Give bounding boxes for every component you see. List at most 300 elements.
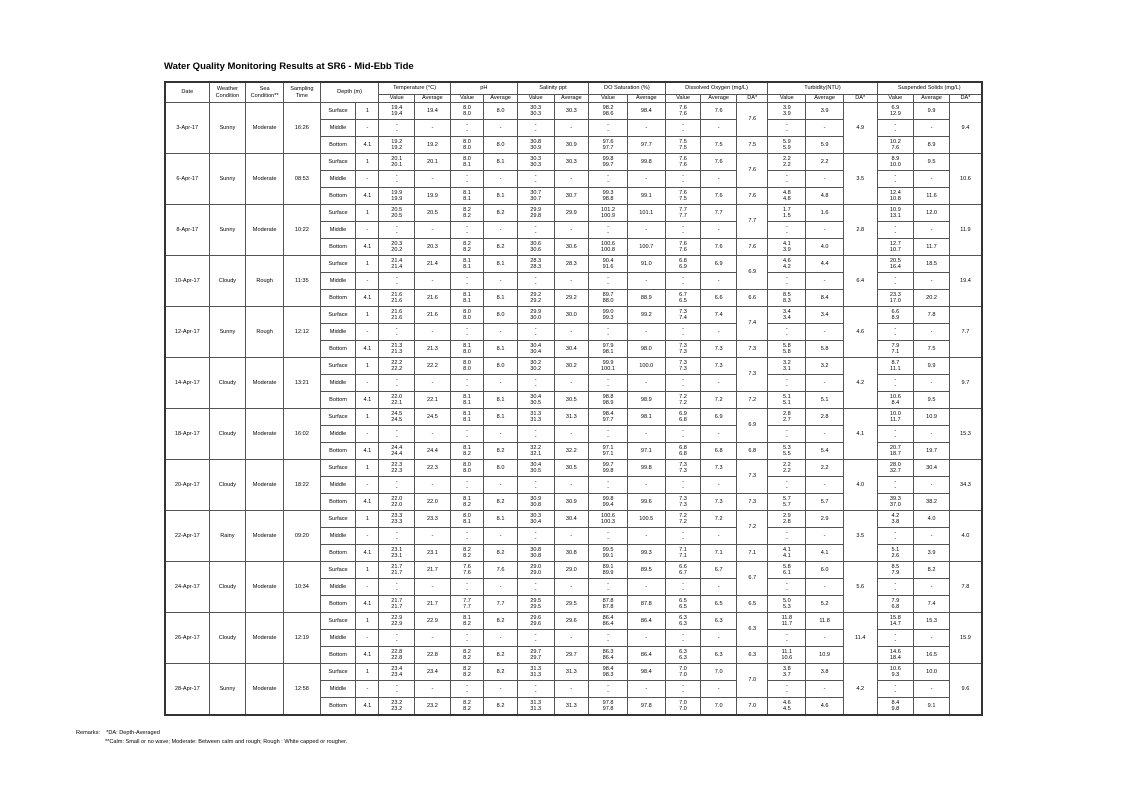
value-cell bbox=[589, 256, 628, 273]
value-reading: 7.6 bbox=[679, 247, 687, 253]
average-cell: 4.1 bbox=[806, 545, 844, 562]
value-reading: 3.1 bbox=[782, 366, 791, 372]
value-reading: 4.1 bbox=[782, 546, 791, 553]
value-cell bbox=[589, 239, 628, 256]
value-reading: 99.4 bbox=[602, 502, 614, 508]
value-cell bbox=[589, 477, 628, 494]
average-cell: 8.0 bbox=[484, 137, 518, 154]
average-cell: - bbox=[914, 426, 950, 443]
value-cell bbox=[450, 545, 484, 562]
value-cell bbox=[589, 341, 628, 358]
value-cell bbox=[589, 494, 628, 511]
value-reading: 7.6 bbox=[679, 189, 687, 196]
value-reading: 19.9 bbox=[391, 196, 403, 202]
value-cell bbox=[877, 460, 914, 477]
average-cell: 4.8 bbox=[806, 188, 844, 205]
turbidity-da-cell: 11.4 bbox=[843, 613, 877, 664]
value-cell bbox=[517, 511, 554, 528]
average-cell: 8.0 bbox=[484, 307, 518, 324]
value-cell bbox=[877, 222, 914, 239]
level-name-cell: Bottom bbox=[320, 494, 356, 511]
average-cell: 18.5 bbox=[914, 256, 950, 273]
value-reading: 30.4 bbox=[530, 349, 542, 355]
value-cell bbox=[877, 188, 914, 205]
value-cell bbox=[665, 613, 701, 630]
header-date: Date bbox=[165, 82, 209, 103]
average-cell: - bbox=[415, 324, 451, 341]
average-cell: - bbox=[484, 375, 518, 392]
value-reading: - bbox=[785, 128, 788, 134]
value-cell bbox=[450, 222, 484, 239]
value-reading: 30.6 bbox=[530, 240, 542, 247]
average-cell: - bbox=[806, 426, 844, 443]
value-cell bbox=[379, 477, 415, 494]
value-reading: - bbox=[466, 179, 468, 185]
date-cell: 22-Apr-17 bbox=[165, 511, 209, 562]
value-reading: 29.2 bbox=[530, 291, 542, 298]
date-cell: 8-Apr-17 bbox=[165, 205, 209, 256]
average-cell: 8.0 bbox=[484, 103, 518, 120]
average-cell: 8.2 bbox=[484, 647, 518, 664]
value-reading: 30.9 bbox=[530, 145, 542, 151]
value-reading: 23.1 bbox=[391, 546, 403, 553]
value-reading: 6.8 bbox=[679, 417, 687, 423]
value-cell bbox=[589, 460, 628, 477]
value-reading: 6.9 bbox=[891, 104, 900, 111]
table-row bbox=[165, 103, 982, 120]
value-cell bbox=[450, 511, 484, 528]
value-cell bbox=[450, 647, 484, 664]
average-cell: 32.2 bbox=[554, 443, 589, 460]
value-reading: - bbox=[785, 587, 788, 593]
table-row bbox=[165, 205, 982, 222]
value-cell bbox=[665, 154, 701, 171]
subheader-value: Value bbox=[450, 95, 484, 103]
value-reading: 5.1 bbox=[782, 393, 791, 400]
average-cell: - bbox=[484, 426, 518, 443]
value-reading: 8.1 bbox=[463, 519, 471, 525]
value-reading: 5.9 bbox=[782, 145, 791, 151]
value-reading: 5.8 bbox=[782, 342, 791, 349]
value-reading: - bbox=[395, 682, 398, 689]
value-reading: - bbox=[682, 587, 684, 593]
value-reading: 99.9 bbox=[602, 359, 614, 366]
value-reading: 22.2 bbox=[391, 366, 403, 372]
average-cell: 20.2 bbox=[914, 290, 950, 307]
level-name-cell: Surface bbox=[320, 460, 356, 477]
value-reading: - bbox=[894, 383, 897, 389]
average-cell: 22.3 bbox=[415, 460, 451, 477]
average-cell: - bbox=[554, 579, 589, 596]
value-cell bbox=[517, 426, 554, 443]
value-cell bbox=[877, 426, 914, 443]
value-reading: 7.9 bbox=[891, 570, 900, 576]
value-reading: 7.2 bbox=[679, 512, 687, 519]
value-reading: 11.7 bbox=[890, 417, 901, 423]
weather-cell: Cloudy bbox=[209, 358, 246, 409]
value-cell bbox=[665, 528, 701, 545]
value-reading: - bbox=[607, 325, 609, 332]
value-reading: 29.6 bbox=[530, 614, 542, 621]
average-cell: 99.8 bbox=[627, 460, 665, 477]
average-cell: - bbox=[484, 579, 518, 596]
value-cell bbox=[379, 426, 415, 443]
value-cell bbox=[379, 392, 415, 409]
average-cell: 97.7 bbox=[627, 137, 665, 154]
average-cell: 5.4 bbox=[806, 443, 844, 460]
value-cell bbox=[450, 528, 484, 545]
value-reading: - bbox=[466, 332, 468, 338]
do-da-cell: 7.0 bbox=[737, 664, 768, 698]
value-cell bbox=[450, 392, 484, 409]
value-reading: 30.6 bbox=[530, 247, 542, 253]
weather-cell: Sunny bbox=[209, 664, 246, 716]
value-reading: - bbox=[607, 485, 609, 491]
sea-condition-cell: Moderate bbox=[246, 664, 284, 716]
average-cell: - bbox=[806, 579, 844, 596]
value-cell bbox=[589, 205, 628, 222]
value-reading: 11.1 bbox=[890, 366, 901, 372]
value-cell bbox=[665, 324, 701, 341]
value-reading: - bbox=[785, 638, 788, 644]
value-reading: - bbox=[395, 376, 398, 383]
value-cell bbox=[517, 171, 554, 188]
value-cell bbox=[517, 477, 554, 494]
weather-cell: Sunny bbox=[209, 205, 246, 256]
date-cell: 26-Apr-17 bbox=[165, 613, 209, 664]
do-da-cell: 7.6 bbox=[737, 103, 768, 137]
value-reading: - bbox=[395, 332, 398, 338]
value-cell bbox=[665, 137, 701, 154]
ss-da-cell: 9.7 bbox=[949, 358, 982, 409]
sampling-time-cell: 18:22 bbox=[284, 460, 321, 511]
value-cell bbox=[450, 324, 484, 341]
value-reading: - bbox=[534, 179, 537, 185]
value-cell bbox=[768, 154, 806, 171]
value-cell bbox=[379, 239, 415, 256]
value-cell bbox=[589, 528, 628, 545]
value-reading: - bbox=[466, 325, 468, 332]
value-reading: 88.0 bbox=[602, 298, 614, 304]
value-reading: 28.0 bbox=[889, 461, 901, 468]
average-cell: 6.3 bbox=[701, 647, 737, 664]
sea-condition-cell: Moderate bbox=[246, 460, 284, 511]
date-cell: 14-Apr-17 bbox=[165, 358, 209, 409]
average-cell: - bbox=[554, 222, 589, 239]
subheader-value: Value bbox=[379, 95, 415, 103]
value-reading: 86.4 bbox=[602, 655, 614, 661]
average-cell: - bbox=[554, 630, 589, 647]
value-reading: 31.3 bbox=[530, 410, 542, 417]
average-cell: 19.7 bbox=[914, 443, 950, 460]
value-reading: 23.2 bbox=[391, 706, 403, 712]
average-cell: - bbox=[806, 120, 844, 137]
depth-cell: 4.1 bbox=[356, 596, 379, 613]
average-cell: - bbox=[415, 426, 451, 443]
date-cell: 3-Apr-17 bbox=[165, 103, 209, 154]
average-cell: - bbox=[554, 477, 589, 494]
average-cell: 9.5 bbox=[914, 154, 950, 171]
average-cell: 23.2 bbox=[415, 698, 451, 716]
value-reading: - bbox=[607, 332, 609, 338]
depth-cell: 1 bbox=[356, 205, 379, 222]
value-cell bbox=[589, 681, 628, 698]
value-reading: - bbox=[395, 529, 398, 536]
value-reading: 32.7 bbox=[889, 468, 901, 474]
value-cell bbox=[768, 630, 806, 647]
value-cell bbox=[517, 290, 554, 307]
turbidity-da-cell: 4.2 bbox=[843, 358, 877, 409]
value-reading: 99.7 bbox=[602, 461, 614, 468]
value-reading: 98.6 bbox=[602, 111, 614, 117]
value-cell bbox=[517, 630, 554, 647]
sea-condition-cell: Moderate bbox=[246, 103, 284, 154]
do-da-cell: 7.3 bbox=[737, 358, 768, 392]
average-cell: 2.8 bbox=[806, 409, 844, 426]
average-cell: 4.4 bbox=[806, 256, 844, 273]
value-reading: 99.5 bbox=[602, 546, 614, 553]
value-reading: 3.9 bbox=[782, 111, 791, 117]
value-reading: 3.9 bbox=[782, 104, 791, 111]
value-reading: - bbox=[894, 179, 897, 185]
value-cell bbox=[450, 290, 484, 307]
value-cell bbox=[450, 630, 484, 647]
level-name-cell: Middle bbox=[320, 528, 356, 545]
value-reading: - bbox=[466, 376, 468, 383]
value-cell bbox=[450, 562, 484, 579]
value-reading: 4.2 bbox=[891, 512, 900, 519]
value-reading: - bbox=[395, 383, 398, 389]
ss-da-cell: 15.9 bbox=[949, 613, 982, 664]
value-reading: - bbox=[395, 281, 398, 287]
sea-condition-cell: Moderate bbox=[246, 511, 284, 562]
value-reading: 98.2 bbox=[602, 104, 614, 111]
average-cell: 21.7 bbox=[415, 562, 451, 579]
value-reading: - bbox=[785, 230, 788, 236]
value-reading: 4.8 bbox=[782, 189, 791, 196]
value-reading: - bbox=[395, 230, 398, 236]
average-cell: 30.8 bbox=[554, 545, 589, 562]
value-reading: 7.5 bbox=[679, 138, 687, 145]
depth-cell: 4.1 bbox=[356, 137, 379, 154]
value-cell bbox=[450, 681, 484, 698]
value-reading: 7.3 bbox=[679, 461, 687, 468]
average-cell: 29.9 bbox=[554, 205, 589, 222]
average-cell: 8.0 bbox=[484, 358, 518, 375]
average-cell: 99.6 bbox=[627, 494, 665, 511]
value-reading: - bbox=[785, 427, 788, 434]
value-reading: - bbox=[466, 172, 468, 179]
average-cell: 30.5 bbox=[554, 392, 589, 409]
value-reading: 6.6 bbox=[679, 563, 687, 570]
turbidity-da-cell: 4.2 bbox=[843, 664, 877, 716]
level-name-cell: Surface bbox=[320, 103, 356, 120]
value-reading: 22.9 bbox=[391, 614, 403, 621]
average-cell: - bbox=[701, 426, 737, 443]
value-reading: 30.4 bbox=[530, 519, 542, 525]
value-reading: 11.8 bbox=[781, 614, 793, 621]
value-cell bbox=[768, 664, 806, 681]
level-name-cell: Middle bbox=[320, 273, 356, 290]
value-cell bbox=[768, 222, 806, 239]
depth-cell: 4.1 bbox=[356, 545, 379, 562]
value-reading: - bbox=[466, 274, 468, 281]
depth-cell: - bbox=[356, 477, 379, 494]
value-reading: - bbox=[534, 689, 537, 695]
value-cell bbox=[665, 460, 701, 477]
value-cell bbox=[877, 392, 914, 409]
subheader-da: DA* bbox=[737, 95, 768, 103]
average-cell: 7.7 bbox=[484, 596, 518, 613]
average-cell: 97.1 bbox=[627, 443, 665, 460]
depth-cell: - bbox=[356, 324, 379, 341]
value-cell bbox=[768, 596, 806, 613]
value-cell bbox=[665, 307, 701, 324]
value-reading: 100.6 bbox=[601, 512, 616, 519]
value-cell bbox=[517, 103, 554, 120]
table-row bbox=[165, 664, 982, 681]
do-da-cell: 6.9 bbox=[737, 256, 768, 290]
value-reading: - bbox=[395, 689, 398, 695]
subheader-value: Value bbox=[589, 95, 628, 103]
value-cell bbox=[768, 375, 806, 392]
header-do-saturation: DO Saturation (%) bbox=[589, 82, 666, 95]
value-cell bbox=[379, 120, 415, 137]
value-reading: - bbox=[894, 325, 897, 332]
ss-da-cell: 7.7 bbox=[949, 307, 982, 358]
average-cell: 6.5 bbox=[701, 596, 737, 613]
value-reading: 91.6 bbox=[602, 264, 614, 270]
value-reading: - bbox=[785, 325, 788, 332]
average-cell: 7.6 bbox=[701, 154, 737, 171]
subheader-value: Value bbox=[665, 95, 701, 103]
value-reading: - bbox=[607, 682, 609, 689]
average-cell: 8.2 bbox=[484, 698, 518, 716]
value-reading: 7.5 bbox=[679, 145, 687, 151]
level-name-cell: Surface bbox=[320, 511, 356, 528]
sampling-time-cell: 11:35 bbox=[284, 256, 321, 307]
value-reading: 23.4 bbox=[391, 672, 403, 678]
value-reading: 8.3 bbox=[782, 298, 791, 304]
weather-cell: Rainy bbox=[209, 511, 246, 562]
value-reading: 7.6 bbox=[891, 145, 900, 151]
average-cell: 38.2 bbox=[914, 494, 950, 511]
value-reading: 5.7 bbox=[782, 502, 791, 508]
header-sampling-time: Sampling Time bbox=[284, 82, 321, 103]
average-cell: - bbox=[415, 273, 451, 290]
average-cell: - bbox=[415, 630, 451, 647]
average-cell: - bbox=[806, 222, 844, 239]
value-reading: 30.8 bbox=[530, 138, 542, 145]
value-reading: 98.1 bbox=[602, 349, 614, 355]
value-reading: 7.3 bbox=[679, 359, 687, 366]
value-reading: 22.2 bbox=[391, 359, 403, 366]
sampling-time-cell: 12:12 bbox=[284, 307, 321, 358]
value-reading: - bbox=[682, 281, 684, 287]
value-reading: 8.0 bbox=[463, 366, 471, 372]
value-cell bbox=[450, 239, 484, 256]
value-reading: 97.1 bbox=[602, 444, 614, 451]
average-cell: - bbox=[806, 171, 844, 188]
value-reading: 21.7 bbox=[391, 563, 403, 570]
average-cell: 8.0 bbox=[484, 460, 518, 477]
average-cell: 98.9 bbox=[627, 392, 665, 409]
average-cell: 7.0 bbox=[701, 698, 737, 716]
average-cell: - bbox=[701, 171, 737, 188]
value-cell bbox=[665, 426, 701, 443]
value-reading: 8.7 bbox=[891, 359, 900, 366]
average-cell: 20.3 bbox=[415, 239, 451, 256]
turbidity-da-cell: 6.4 bbox=[843, 256, 877, 307]
average-cell: 11.8 bbox=[806, 613, 844, 630]
value-reading: 97.1 bbox=[602, 451, 614, 457]
value-reading: - bbox=[894, 223, 897, 230]
value-cell bbox=[768, 103, 806, 120]
value-reading: 7.3 bbox=[679, 502, 687, 508]
depth-cell: - bbox=[356, 426, 379, 443]
value-reading: 8.1 bbox=[463, 444, 471, 451]
value-reading: 10.6 bbox=[781, 655, 793, 661]
level-name-cell: Middle bbox=[320, 579, 356, 596]
subheader-value: Value bbox=[877, 95, 914, 103]
average-cell: - bbox=[701, 222, 737, 239]
value-reading: 20.5 bbox=[889, 257, 901, 264]
value-cell bbox=[768, 341, 806, 358]
average-cell: 8.2 bbox=[484, 239, 518, 256]
value-reading: 11.7 bbox=[781, 621, 793, 627]
value-reading: - bbox=[395, 121, 398, 128]
depth-cell: - bbox=[356, 273, 379, 290]
do-da-bottom-cell: 7.2 bbox=[737, 392, 768, 409]
turbidity-da-cell: 2.8 bbox=[843, 205, 877, 256]
value-reading: 6.9 bbox=[679, 264, 687, 270]
depth-cell: 4.1 bbox=[356, 239, 379, 256]
average-cell: 29.5 bbox=[554, 596, 589, 613]
turbidity-da-cell: 3.5 bbox=[843, 511, 877, 562]
value-cell bbox=[589, 511, 628, 528]
value-reading: - bbox=[395, 638, 398, 644]
value-reading: 8.2 bbox=[463, 247, 471, 253]
weather-cell: Cloudy bbox=[209, 409, 246, 460]
do-da-cell: 6.9 bbox=[737, 409, 768, 443]
value-reading: - bbox=[894, 281, 897, 287]
value-reading: - bbox=[466, 587, 468, 593]
value-reading: 20.5 bbox=[391, 213, 403, 219]
value-cell bbox=[517, 596, 554, 613]
value-reading: - bbox=[682, 383, 684, 389]
value-reading: 23.1 bbox=[391, 553, 403, 559]
date-cell: 18-Apr-17 bbox=[165, 409, 209, 460]
value-cell bbox=[768, 460, 806, 477]
value-cell bbox=[450, 273, 484, 290]
average-cell: - bbox=[701, 630, 737, 647]
value-reading: - bbox=[395, 172, 398, 179]
value-reading: - bbox=[395, 427, 398, 434]
value-reading: 8.0 bbox=[463, 138, 471, 145]
value-reading: 6.3 bbox=[679, 655, 687, 661]
depth-cell: 4.1 bbox=[356, 443, 379, 460]
value-reading: - bbox=[607, 230, 609, 236]
average-cell: 6.7 bbox=[701, 562, 737, 579]
value-reading: 99.1 bbox=[602, 553, 614, 559]
value-cell bbox=[379, 596, 415, 613]
table-row bbox=[165, 511, 982, 528]
level-name-cell: Bottom bbox=[320, 647, 356, 664]
value-reading: - bbox=[682, 689, 684, 695]
value-reading: 8.1 bbox=[463, 162, 471, 168]
depth-cell: - bbox=[356, 120, 379, 137]
level-name-cell: Surface bbox=[320, 613, 356, 630]
